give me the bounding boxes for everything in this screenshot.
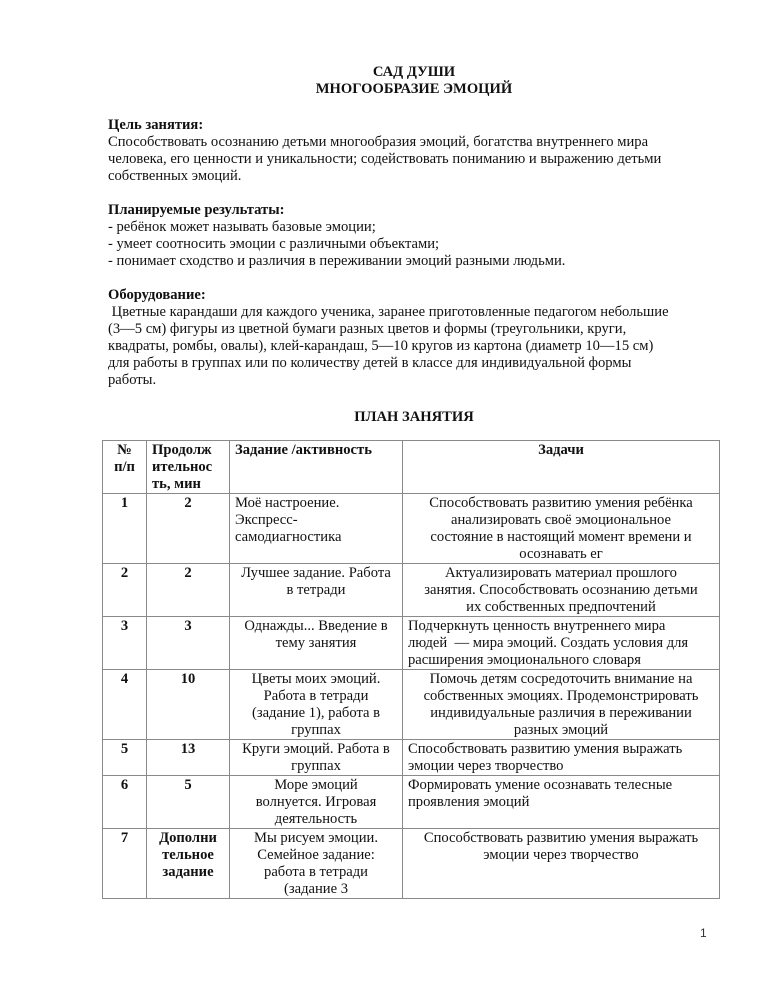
header-text: ительнос [152, 459, 213, 475]
activity-line: (задание 3 [283, 881, 349, 897]
results-section [108, 202, 720, 270]
row-activity [230, 670, 403, 740]
tasks-line: Способствовать развитию умения ребёнка [429, 495, 693, 511]
tasks-line: индивидуальные различия в переживании [430, 705, 692, 721]
activity-line: Семейное задание: [257, 847, 375, 863]
row-activity [230, 740, 403, 776]
row-activity [230, 829, 403, 899]
row-tasks [403, 740, 720, 776]
lesson-plan-table [102, 440, 720, 899]
header-text: ть, мин [152, 476, 201, 492]
activity-line: в тетради [286, 582, 346, 598]
tasks-line: занятия. Способствовать осознанию детьми [424, 582, 698, 598]
tasks-line: расширения эмоционального словаря [408, 652, 641, 668]
header-activity: Задание /активность [230, 441, 403, 494]
results-item: - ребёнок может называть базовые эмоции; [108, 219, 376, 235]
tasks-line: эмоции через творчество [483, 847, 639, 863]
results-heading: Планируемые результаты: [108, 202, 285, 218]
activity-line: Море эмоций [274, 777, 358, 793]
results-item: - умеет соотносить эмоции с различными объектами; [108, 236, 440, 252]
row-duration: 3 [147, 617, 230, 670]
equipment-text-line: квадраты, ромбы, овалы), клей-карандаш, 5—10 кругов из картона (диаметр 10—15 см) [108, 338, 654, 354]
tasks-line: проявления эмоций [408, 794, 530, 810]
table-row [103, 829, 720, 899]
activity-line: работа в тетради [264, 864, 368, 880]
table-header-row [103, 441, 720, 494]
goal-text-line: человека, его ценности и уникальности; содействовать пониманию и выражению детьми [108, 151, 662, 167]
table-row [103, 617, 720, 670]
duration-line: Дополни [159, 830, 217, 846]
tasks-line: эмоции через творчество [408, 758, 564, 774]
row-tasks [403, 564, 720, 617]
activity-line: Круги эмоций. Работа в [242, 741, 390, 757]
row-activity [230, 617, 403, 670]
row-tasks [403, 494, 720, 564]
row-duration: 5 [147, 776, 230, 829]
tasks-line: состояние в настоящий момент времени и [430, 529, 692, 545]
activity-line: Цветы моих эмоций. [251, 671, 381, 687]
duration-line: тельное [162, 847, 214, 863]
tasks-line: людей — мира эмоций. Создать условия для [408, 635, 689, 651]
activity-line: самодиагностика [235, 529, 342, 545]
activity-line: Моё настроение. [235, 495, 340, 511]
activity-line: Мы рисуем эмоции. [253, 830, 379, 846]
table-row [103, 494, 720, 564]
activity-line: Работа в тетради [263, 688, 369, 704]
tasks-line: Способствовать развитию умения выражать [408, 741, 683, 757]
equipment-heading: Оборудование: [108, 287, 206, 303]
activity-line: Лучшее задание. Работа [241, 565, 391, 581]
tasks-line: Помочь детям сосредоточить внимание на [429, 671, 693, 687]
row-activity [230, 776, 403, 829]
table-row [103, 776, 720, 829]
tasks-line: разных эмоций [513, 722, 609, 738]
header-duration [147, 441, 230, 494]
row-duration: 13 [147, 740, 230, 776]
tasks-line: анализировать своё эмоциональное [450, 512, 672, 528]
activity-line: Экспресс- [235, 512, 298, 528]
activity-line: Однажды... Введение в [244, 618, 388, 634]
row-number: 4 [103, 670, 147, 740]
equipment-text-line: Цветные карандаши для каждого ученика, заранее приготовленные педагогом небольшие [108, 304, 669, 320]
tasks-line: Подчеркнуть ценность внутреннего мира [408, 618, 666, 634]
row-tasks [403, 776, 720, 829]
equipment-text-line: работы. [108, 372, 157, 388]
activity-line: (задание 1), работа в [251, 705, 381, 721]
goal-text-line: Способствовать осознанию детьми многообразия эмоций, богатства внутреннего мира [108, 134, 649, 150]
tasks-line: собственных эмоциях. Продемонстрировать [423, 688, 699, 704]
row-tasks [403, 670, 720, 740]
activity-line: деятельность [274, 811, 358, 827]
header-text: Продолж [152, 442, 212, 458]
document-title: САД ДУШИ [372, 64, 456, 80]
row-number: 1 [103, 494, 147, 564]
tasks-line: Формировать умение осознавать телесные [408, 777, 673, 793]
equipment-section [108, 287, 720, 389]
row-number: 6 [103, 776, 147, 829]
table-row [103, 740, 720, 776]
header-text: п/п [114, 459, 135, 475]
header-text: № [117, 442, 132, 458]
table-row [103, 670, 720, 740]
goal-heading: Цель занятия: [108, 117, 204, 133]
goal-section [108, 117, 720, 185]
row-tasks [403, 829, 720, 899]
plan-title: ПЛАН ЗАНЯТИЯ [354, 409, 474, 425]
row-number: 2 [103, 564, 147, 617]
table-row [103, 564, 720, 617]
row-duration: 2 [147, 564, 230, 617]
equipment-text-line: (3—5 см) фигуры из цветной бумаги разных цветов и формы (треугольники, круги, [108, 321, 627, 337]
row-tasks [403, 617, 720, 670]
header-tasks: Задачи [403, 441, 720, 494]
goal-text-line: собственных эмоций. [108, 168, 242, 184]
results-item: - понимает сходство и различия в переживании эмоций разными людьми. [108, 253, 566, 269]
page-number: 1 [700, 926, 707, 940]
row-number: 5 [103, 740, 147, 776]
row-duration: 2 [147, 494, 230, 564]
tasks-line: Способствовать развитию умения выражать [423, 830, 699, 846]
equipment-text-line: для работы в группах или по количеству детей в классе для индивидуальной формы [108, 355, 632, 371]
activity-line: группах [291, 758, 341, 774]
activity-line: группах [291, 722, 341, 738]
row-activity [230, 564, 403, 617]
activity-line: тему занятия [275, 635, 357, 651]
duration-line: задание [162, 864, 214, 880]
header-number [103, 441, 147, 494]
row-duration: 10 [147, 670, 230, 740]
row-number: 7 [103, 829, 147, 899]
tasks-line: осознавать ег [519, 546, 603, 562]
document-subtitle: МНОГООБРАЗИЕ ЭМОЦИЙ [315, 81, 513, 97]
tasks-line: Актуализировать материал прошлого [445, 565, 677, 581]
document-page [108, 64, 720, 441]
row-duration [147, 829, 230, 899]
tasks-line: их собственных предпочтений [466, 599, 656, 615]
row-number: 3 [103, 617, 147, 670]
activity-line: волнуется. Игровая [255, 794, 377, 810]
row-activity [230, 494, 403, 564]
